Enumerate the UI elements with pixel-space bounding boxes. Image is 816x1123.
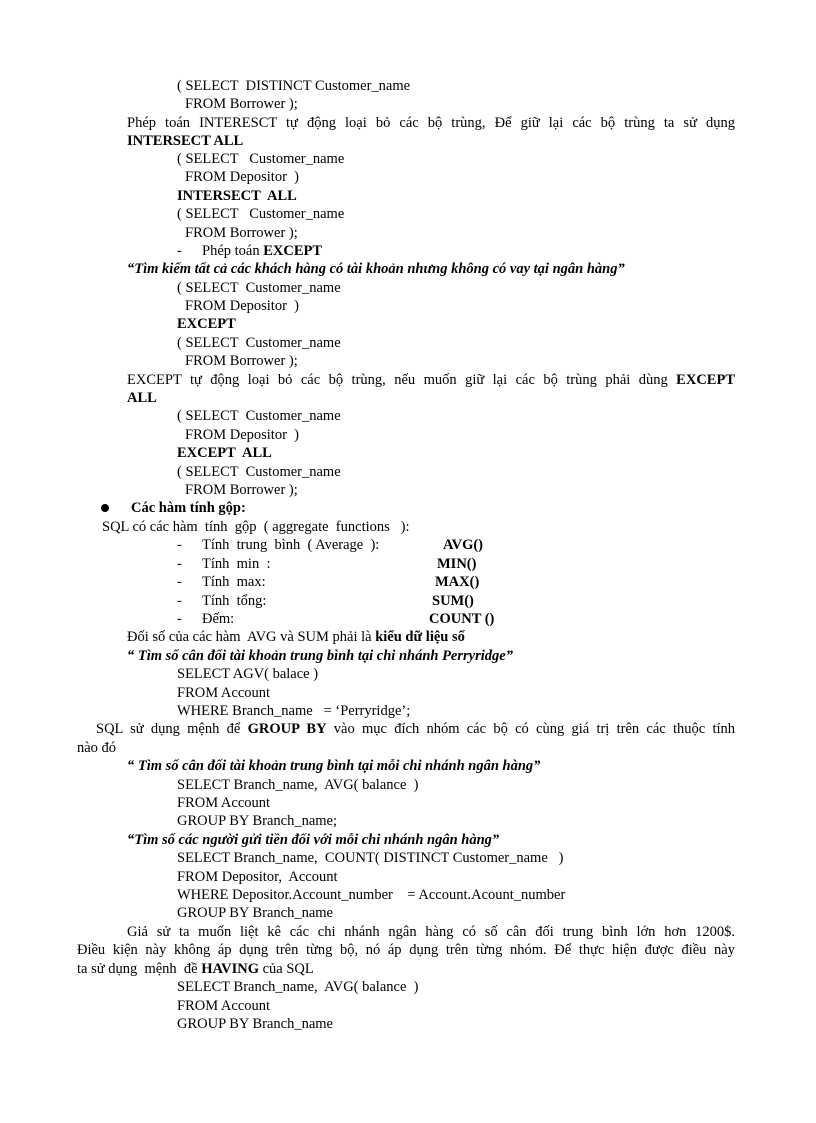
aggregate-label: Tính trung bình ( Average ): xyxy=(202,537,380,553)
paragraph-line-bold: ALL xyxy=(127,390,157,406)
paragraph-line xyxy=(127,114,735,132)
paragraph-line: EXCEPT tự động loại bỏ các bộ trùng, nếu muốn giữ lại các bộ trùng phải dùng EXCEPT xyxy=(127,372,735,388)
paragraph-line: Đối số của các hàm AVG và SUM phải là kiểu dữ liệu số xyxy=(127,629,465,645)
list-dash: - xyxy=(177,537,182,553)
paragraph-line: nào đó xyxy=(77,740,117,756)
list-dash: - xyxy=(177,611,182,627)
sql-line: WHERE Depositor.Account_number = Account.Acount_number xyxy=(177,887,566,903)
sql-keyword-line: EXCEPT xyxy=(177,316,236,332)
aggregate-function: COUNT () xyxy=(429,611,495,627)
sql-line: WHERE Branch_name = ‘Perryridge’; xyxy=(177,703,411,719)
sql-line: FROM Borrower ); xyxy=(185,96,298,112)
sql-line: ( SELECT Customer_name xyxy=(177,280,341,296)
paragraph-line: Điều kiện này không áp dụng trên từng bộ, nó áp dụng trên từng nhóm. Để thực hiện được điều này xyxy=(77,942,735,958)
sql-line: ( SELECT Customer_name xyxy=(177,335,341,351)
aggregate-function: MIN() xyxy=(437,556,477,572)
sql-line: FROM Depositor ) xyxy=(185,169,299,185)
sql-line: GROUP BY Branch_name xyxy=(177,905,333,921)
aggregate-function: MAX() xyxy=(435,574,480,590)
sql-line: ( SELECT DISTINCT Customer_name xyxy=(177,78,411,94)
sql-line: FROM Account xyxy=(177,685,271,701)
list-item-text: Phép toán EXCEPT xyxy=(202,243,323,259)
example-heading: “Tìm kiếm tất cả các khách hàng có tài khoản nhưng không có vay tại ngân hàng” xyxy=(127,261,625,277)
sql-line: ( SELECT Customer_name xyxy=(177,206,345,222)
paragraph-line: SQL sử dụng mệnh để GROUP BY vào mục đích nhóm các bộ có cùng giá trị trên các thuộc tính xyxy=(96,721,736,737)
example-heading: “ Tìm số cân đối tài khoản trung bình tại mỗi chi nhánh ngân hàng” xyxy=(127,758,541,774)
sql-line: FROM Depositor ) xyxy=(185,298,299,314)
sql-line: FROM Depositor ) xyxy=(185,427,299,443)
sql-keyword-line: EXCEPT ALL xyxy=(177,445,272,461)
paragraph-text: Phép toán INTERESCT tự động loại bỏ các bộ trùng, Để giữ lại các bộ trùng ta sử dụng xyxy=(127,115,735,131)
aggregate-label: Tính min : xyxy=(202,556,271,572)
sql-line: FROM Borrower ); xyxy=(185,225,298,241)
sql-line: SELECT Branch_name, COUNT( DISTINCT Customer_name ) xyxy=(177,850,564,866)
list-dash: - xyxy=(177,593,182,609)
sql-line: SELECT AGV( balace ) xyxy=(177,666,319,682)
aggregate-function: SUM() xyxy=(432,593,474,609)
sql-line: FROM Depositor, Account xyxy=(177,869,338,885)
sql-line: FROM Account xyxy=(177,795,271,811)
list-dash: - xyxy=(177,243,182,259)
list-dash: - xyxy=(177,556,182,572)
aggregate-function: AVG() xyxy=(443,537,484,553)
bullet-icon xyxy=(101,504,109,512)
section-heading: Các hàm tính gộp: xyxy=(131,500,246,516)
aggregate-label: Tính tổng: xyxy=(202,593,267,609)
aggregate-label: Đếm: xyxy=(202,611,235,627)
sql-line: ( SELECT Customer_name xyxy=(177,464,341,480)
paragraph-line: Giả sử ta muốn liệt kê các chi nhánh ngân hàng có số cân đối trung bình lớn hơn 1200$. xyxy=(127,924,735,940)
sql-line: SELECT Branch_name, AVG( balance ) xyxy=(177,979,419,995)
example-heading: “Tìm số các người gửi tiền đối với mỗi chi nhánh ngân hàng” xyxy=(127,832,500,848)
sql-line: FROM Borrower ); xyxy=(185,482,298,498)
sql-line: FROM Account xyxy=(177,998,271,1014)
sql-line: GROUP BY Branch_name xyxy=(177,1016,333,1032)
list-dash: - xyxy=(177,574,182,590)
sql-line: SELECT Branch_name, AVG( balance ) xyxy=(177,777,419,793)
paragraph-line: ta sử dụng mệnh đề HAVING của SQL xyxy=(77,961,314,977)
paragraph-line-bold: INTERSECT ALL xyxy=(127,133,244,149)
sql-line: FROM Borrower ); xyxy=(185,353,298,369)
aggregate-label: Tính max: xyxy=(202,574,266,590)
sql-line: ( SELECT Customer_name xyxy=(177,408,341,424)
paragraph-line: SQL có các hàm tính gộp ( aggregate functions ): xyxy=(102,519,410,535)
example-heading: “ Tìm số cân đối tài khoản trung bình tại chi nhánh Perryridge” xyxy=(127,648,513,664)
sql-line: GROUP BY Branch_name; xyxy=(177,813,338,829)
sql-keyword-line: INTERSECT ALL xyxy=(177,188,297,204)
sql-line: ( SELECT Customer_name xyxy=(177,151,345,167)
